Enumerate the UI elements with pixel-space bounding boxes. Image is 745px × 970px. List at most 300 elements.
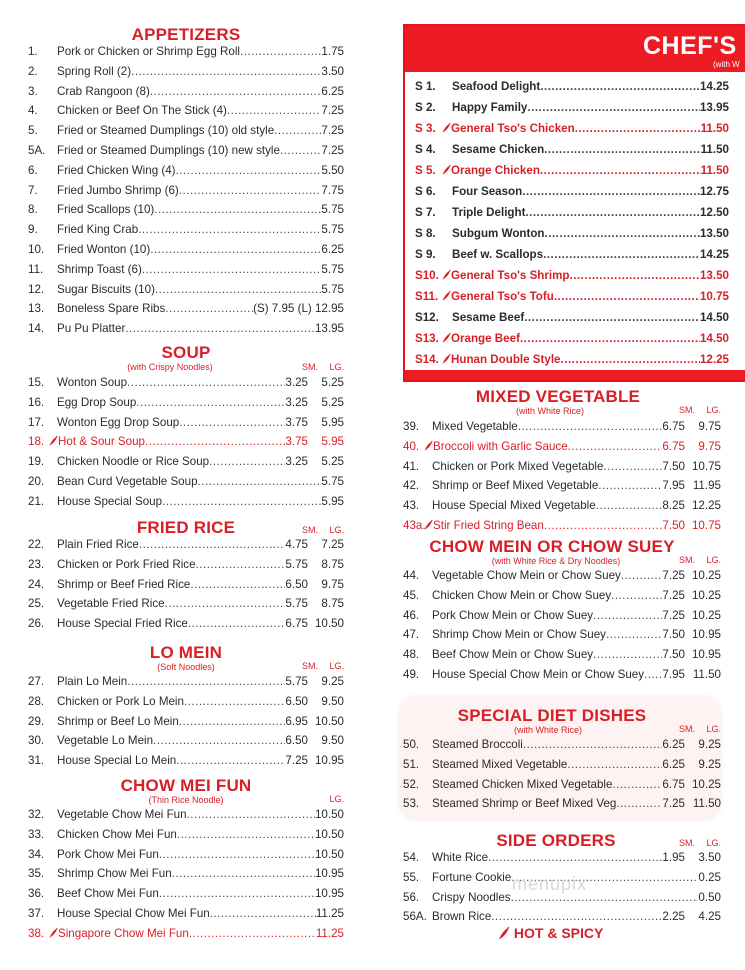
price-small: 7.25 <box>662 569 685 582</box>
item-prices <box>321 492 344 512</box>
chili-pepper-icon <box>498 926 510 940</box>
price-large: 7.25 <box>321 538 344 551</box>
item-name: Shrimp Toast (6) <box>57 262 142 276</box>
item-prices <box>285 751 344 771</box>
special-diet-subtitle: (with White Rice) <box>513 725 582 735</box>
item-prices <box>285 712 344 732</box>
item-name: Shrimp or Beef Fried Rice <box>57 577 191 591</box>
item-number: 55. <box>403 870 420 884</box>
leader-dots <box>227 101 322 121</box>
leader-dots <box>136 393 285 413</box>
item-name: Pork Chow Mei Fun <box>57 847 159 861</box>
menu-item <box>415 328 729 349</box>
item-name: General Tso's Tofu <box>442 286 554 307</box>
item-number: S 2. <box>415 101 436 114</box>
special-diet-title: SPECIAL DIET DISHES <box>457 706 647 725</box>
leader-dots <box>543 244 700 265</box>
price-small: 3.25 <box>285 455 308 469</box>
item-name: Steamed Mixed Vegetable <box>432 757 568 771</box>
leader-dots <box>570 265 700 286</box>
menu-item <box>28 825 344 845</box>
menu-item <box>403 437 721 457</box>
item-prices <box>662 625 721 645</box>
item-number: 24. <box>28 577 45 591</box>
leader-dots <box>524 307 700 328</box>
item-number: 34. <box>28 847 45 861</box>
item-name: Fried Wonton (10) <box>57 242 151 256</box>
price-large: 5.95 <box>321 415 344 429</box>
leader-dots <box>544 516 663 536</box>
price-large: 10.25 <box>691 588 721 602</box>
item-name: Steamed Chicken Mixed Vegetable <box>432 777 613 791</box>
item-price: 5.75 <box>321 282 344 296</box>
chow-mein-section <box>403 538 721 685</box>
item-price: 12.25 <box>699 353 729 366</box>
item-price: 13.95 <box>314 322 344 336</box>
menu-item <box>28 904 344 924</box>
leader-dots <box>176 161 322 181</box>
item-name: Orange Chicken <box>442 160 540 181</box>
item-name: Fried Chicken Wing (4) <box>57 163 176 177</box>
item-prices <box>662 566 721 586</box>
menu-item <box>28 101 344 121</box>
item-price: 5.75 <box>321 262 344 276</box>
item-name: Steamed Shrimp or Beef Mixed Veg <box>432 797 617 811</box>
item-number: 18. <box>28 435 45 449</box>
price-small: 7.50 <box>662 648 685 662</box>
item-prices <box>662 476 721 496</box>
item-number: S12. <box>415 311 439 324</box>
price-large: 11.50 <box>692 667 721 681</box>
item-price: 1.75 <box>321 45 344 58</box>
item-number: 19. <box>28 455 45 469</box>
item-name: Broccoli with Garlic Sauce <box>424 437 568 457</box>
price-small: 7.25 <box>662 797 685 811</box>
item-name: Chicken or Pork Mixed Vegetable <box>432 459 604 473</box>
chili-pepper-icon <box>49 435 58 446</box>
item-number: S 1. <box>415 80 436 93</box>
item-price: 7.25 <box>321 143 344 157</box>
price-large: 4.25 <box>698 910 721 924</box>
item-price: 11.50 <box>700 122 729 135</box>
item-name: Vegetable Chow Mei Fun <box>57 808 187 821</box>
mixed-vegetable-title: MIXED VEGETABLE <box>475 387 641 406</box>
item-name: House Special Chow Mein or Chow Suey <box>432 667 645 681</box>
price-small: 7.50 <box>662 628 685 642</box>
price-large: 5.95 <box>321 435 344 449</box>
item-number: 28. <box>28 694 45 708</box>
item-name: Fortune Cookie <box>432 870 512 884</box>
leader-dots <box>209 452 285 472</box>
menu-item <box>415 286 729 307</box>
price-small: 3.25 <box>285 395 308 409</box>
price-small: 2.25 <box>662 910 685 924</box>
special-diet-column-header: SM. LG. <box>678 724 721 734</box>
leader-dots <box>196 555 286 575</box>
menu-item <box>415 76 729 97</box>
item-prices <box>285 373 344 393</box>
leader-dots <box>159 845 315 865</box>
item-number: S 5. <box>415 164 436 177</box>
menu-item <box>28 82 344 102</box>
chow-mei-fun-title: CHOW MEI FUN <box>120 776 252 795</box>
leader-dots <box>210 904 316 924</box>
item-name: Hot & Sour Soup <box>49 432 145 452</box>
item-name: Vegetable Lo Mein <box>57 734 154 748</box>
item-prices <box>662 586 721 606</box>
item-number: 42. <box>403 479 420 493</box>
item-number: 32. <box>28 808 45 821</box>
item-number: 25. <box>28 597 45 611</box>
fried-rice-section <box>28 519 344 634</box>
side-orders-column-header: SM. LG. <box>678 838 721 848</box>
price-large: 9.75 <box>321 577 344 591</box>
item-price: 6.25 <box>321 242 344 256</box>
item-name: Fried Scallops (10) <box>57 203 155 217</box>
price-large: 11.50 <box>692 797 721 811</box>
price-large: 10.25 <box>691 569 721 582</box>
leader-dots <box>131 62 321 82</box>
leader-dots <box>159 884 315 904</box>
item-number: 36. <box>28 887 45 901</box>
special-diet-section <box>403 707 721 814</box>
price-small: 7.50 <box>662 459 685 473</box>
item-name: Four Season <box>452 185 523 198</box>
chefs-title: CHEF'S <box>643 32 737 60</box>
item-name: Crab Rangoon (8) <box>57 84 150 98</box>
item-number: 8. <box>28 203 38 217</box>
item-number: 48. <box>403 648 420 662</box>
item-number: 7. <box>28 183 38 197</box>
chili-pepper-icon <box>442 332 451 343</box>
item-name: Shrimp Chow Mein or Chow Suey <box>432 628 606 642</box>
price-large: 5.25 <box>321 376 344 389</box>
price-large: 8.75 <box>321 557 344 571</box>
item-number: 5. <box>28 124 38 138</box>
leader-dots <box>176 751 285 771</box>
price-large: 10.95 <box>691 648 721 662</box>
item-name: Chicken Chow Mei Fun <box>57 827 177 841</box>
price-large: 10.75 <box>691 518 721 532</box>
item-price: 5.50 <box>321 163 344 177</box>
menu-item <box>28 535 344 555</box>
price-small: 3.25 <box>285 376 308 389</box>
item-name: General Tso's Chicken <box>442 118 575 139</box>
item-price-large: 11.25 <box>315 926 344 940</box>
menu-item <box>28 42 344 62</box>
price-small: 5.75 <box>285 557 308 571</box>
item-name: Chicken or Pork Lo Mein <box>57 694 184 708</box>
item-prices <box>662 457 721 477</box>
menu-item <box>403 496 721 516</box>
item-number: 31. <box>28 754 45 768</box>
item-name: Fried or Steamed Dumplings (10) new style <box>57 143 280 157</box>
price-large: 9.75 <box>698 420 721 433</box>
leader-dots <box>540 76 700 97</box>
leader-dots <box>190 575 285 595</box>
leader-dots <box>522 181 700 202</box>
appetizers-title: APPETIZERS <box>131 25 241 44</box>
menu-item <box>28 864 344 884</box>
leader-dots <box>518 417 663 437</box>
item-name: Singapore Chow Mei Fun <box>49 924 189 944</box>
item-prices <box>285 672 344 692</box>
item-number: 37. <box>28 906 45 920</box>
menu-item <box>28 393 344 413</box>
item-name: Vegetable Chow Mein or Chow Suey <box>432 569 621 582</box>
leader-dots <box>172 864 315 884</box>
item-number: 16. <box>28 395 45 409</box>
leader-dots <box>142 260 322 280</box>
price-small: 1.95 <box>662 851 685 864</box>
item-prices <box>662 496 721 516</box>
leader-dots <box>621 566 663 586</box>
price-small: 7.25 <box>662 608 685 622</box>
item-prices <box>285 594 344 614</box>
menu-item <box>28 452 344 472</box>
menu-item <box>415 97 729 118</box>
leader-dots <box>184 692 285 712</box>
item-price: 3.50 <box>321 64 344 78</box>
item-prices <box>662 775 721 795</box>
chefs-subtitle: (with W <box>713 60 740 69</box>
price-large: 0.25 <box>698 870 721 884</box>
leader-dots <box>488 848 662 868</box>
item-name: House Special Lo Mein <box>57 754 177 768</box>
leader-dots <box>177 825 315 845</box>
price-large: 10.50 <box>314 714 344 728</box>
hot-spicy-label: HOT & SPICY <box>513 925 604 941</box>
item-number: S 6. <box>415 185 436 198</box>
item-number: S11. <box>415 290 439 303</box>
chow-mein-column-header: SM. LG. <box>678 555 721 565</box>
item-price: 12.75 <box>699 185 729 198</box>
chili-pepper-icon <box>424 440 433 451</box>
item-price: 5.75 <box>321 223 344 237</box>
menu-item <box>28 62 344 82</box>
leader-dots <box>154 200 321 220</box>
item-name: Triple Delight <box>452 206 526 219</box>
watermark: menupix <box>512 874 588 894</box>
chili-pepper-icon <box>442 164 451 175</box>
fried-rice-column-header: SM. LG. <box>301 525 344 535</box>
item-prices <box>662 437 721 457</box>
leader-dots <box>567 755 662 775</box>
price-large: 9.50 <box>321 694 344 708</box>
item-number: S 9. <box>415 248 436 261</box>
soup-column-header: SM. LG. <box>301 362 344 372</box>
menu-item <box>28 614 344 634</box>
price-small: 5.75 <box>285 597 308 611</box>
item-number: 56. <box>403 890 420 904</box>
item-number: 3. <box>28 84 38 98</box>
menu-item <box>28 161 344 181</box>
leader-dots <box>544 139 700 160</box>
item-price-large: 10.95 <box>314 867 344 881</box>
item-name: Spring Roll (2) <box>57 64 132 78</box>
item-name: Fried King Crab <box>57 223 139 237</box>
item-name: Wonton Soup <box>57 376 128 389</box>
item-number: 15. <box>28 376 45 389</box>
item-number: 56A. <box>403 910 427 924</box>
leader-dots <box>165 594 286 614</box>
menu-item <box>28 555 344 575</box>
leader-dots <box>554 286 700 307</box>
item-number: 40. <box>403 439 420 453</box>
menu-item <box>403 516 721 536</box>
chow-mei-fun-column-header: LG. <box>329 794 344 804</box>
item-prices <box>662 417 721 437</box>
price-large: 12.25 <box>691 499 721 513</box>
item-number: 26. <box>28 617 45 631</box>
item-name: Pork Chow Mein or Chow Suey <box>432 608 594 622</box>
item-number: 38. <box>28 926 45 940</box>
item-number: 6. <box>28 163 38 177</box>
side-orders-title: SIDE ORDERS <box>496 831 616 850</box>
menu-item <box>403 735 721 755</box>
item-price: 7.25 <box>321 104 344 118</box>
lo-mein-column-header: SM. LG. <box>301 661 344 671</box>
price-small: 5.75 <box>285 675 308 688</box>
item-number: 14. <box>28 322 45 336</box>
price-large: 0.50 <box>698 890 721 904</box>
item-prices <box>321 472 344 492</box>
mixed-vegetable-column-header: SM. LG. <box>678 405 721 415</box>
price-large: 8.75 <box>321 597 344 611</box>
chow-mei-fun-section <box>28 777 344 944</box>
item-name: Stir Fried String Bean <box>424 516 544 536</box>
leader-dots <box>187 805 315 825</box>
item-name: Wonton Egg Drop Soup <box>57 415 180 429</box>
item-name: Sugar Biscuits (10) <box>57 282 155 296</box>
item-price-large: 11.25 <box>315 906 344 920</box>
price-small: 6.75 <box>285 617 308 631</box>
menu-item <box>415 223 729 244</box>
item-name: House Special Chow Mei Fun <box>57 906 210 920</box>
item-prices <box>662 665 721 685</box>
item-prices <box>662 606 721 626</box>
item-name: Seafood Delight <box>452 80 541 93</box>
item-name: Subgum Wonton <box>452 227 545 240</box>
soup-section <box>28 344 344 512</box>
menu-item <box>28 731 344 751</box>
item-price: 14.50 <box>699 311 729 324</box>
menu-item <box>403 755 721 775</box>
menu-item <box>403 645 721 665</box>
item-price: 6.25 <box>321 84 344 98</box>
price-small: 4.75 <box>285 538 308 551</box>
chili-pepper-icon <box>49 927 58 938</box>
item-prices <box>662 907 721 927</box>
item-number: 1. <box>28 45 38 58</box>
leader-dots <box>540 160 701 181</box>
item-number: 33. <box>28 827 45 841</box>
item-name: Pu Pu Platter <box>57 322 126 336</box>
item-number: 47. <box>403 628 420 642</box>
item-price: 7.75 <box>321 183 344 197</box>
item-name: Fried or Steamed Dumplings (10) old style <box>57 124 275 138</box>
price-small: 7.95 <box>662 479 685 493</box>
chow-mein-title: CHOW MEIN OR CHOW SUEY <box>429 537 675 556</box>
item-number: 13. <box>28 302 45 316</box>
item-name: Vegetable Fried Rice <box>57 597 165 611</box>
price-small: 6.25 <box>662 757 685 771</box>
leader-dots <box>179 712 286 732</box>
item-prices <box>662 516 721 536</box>
leader-dots <box>561 349 700 370</box>
price-large: 5.25 <box>321 395 344 409</box>
menu-item <box>403 457 721 477</box>
item-number: S 3. <box>415 122 436 135</box>
item-name: Bean Curd Vegetable Soup <box>57 474 198 488</box>
item-name: Steamed Broccoli <box>432 738 523 751</box>
menu-item <box>28 751 344 771</box>
menu-item <box>28 220 344 240</box>
item-name: Pork or Chicken or Shrimp Egg Roll <box>57 45 240 58</box>
item-number: 23. <box>28 557 45 571</box>
item-prices <box>285 555 344 575</box>
menu-item <box>28 884 344 904</box>
item-prices <box>662 848 721 868</box>
leader-dots <box>139 535 286 555</box>
item-name: Brown Rice <box>432 910 492 924</box>
menu-item <box>403 848 721 868</box>
item-number: S 8. <box>415 227 436 240</box>
leader-dots <box>274 121 321 141</box>
item-prices <box>285 452 344 472</box>
item-number: 45. <box>403 588 420 602</box>
item-number: S14. <box>415 353 439 366</box>
chili-pepper-icon <box>424 519 433 530</box>
item-price: 14.25 <box>699 80 729 93</box>
leader-dots <box>611 586 662 606</box>
menu-item <box>415 160 729 181</box>
item-number: 54. <box>403 851 420 864</box>
lo-mein-subtitle: (Soft Noodles) <box>157 662 215 672</box>
leader-dots <box>189 924 316 944</box>
price-large: 10.95 <box>314 754 344 768</box>
price-large: 3.50 <box>698 851 721 864</box>
chefs-footer-bar <box>405 370 745 380</box>
price-small: 3.75 <box>285 435 308 449</box>
item-prices <box>285 413 344 433</box>
item-number: 43. <box>403 499 420 513</box>
item-number: 35. <box>28 867 45 881</box>
price-small: 6.95 <box>285 714 308 728</box>
fried-rice-title: FRIED RICE <box>136 518 236 537</box>
item-price-large: 10.50 <box>314 827 344 841</box>
item-prices <box>662 645 721 665</box>
item-number: 4. <box>28 104 38 118</box>
menu-item <box>28 594 344 614</box>
menu-item <box>28 472 344 492</box>
item-name: Beef Chow Mein or Chow Suey <box>432 648 594 662</box>
soup-subtitle: (with Crispy Noodles) <box>127 362 213 372</box>
item-name: White Rice <box>432 851 489 864</box>
item-price: 10.75 <box>699 290 729 303</box>
item-name: Fried Jumbo Shrimp (6) <box>57 183 179 197</box>
chili-pepper-icon <box>442 353 451 364</box>
price-large: 9.25 <box>698 738 721 751</box>
menu-item <box>415 349 729 370</box>
item-name: Hunan Double Style <box>442 349 561 370</box>
leader-dots <box>616 794 662 814</box>
item-number: 27. <box>28 675 45 688</box>
item-number: 21. <box>28 494 45 508</box>
menu-item <box>403 794 721 814</box>
item-prices <box>662 735 721 755</box>
item-number: S 7. <box>415 206 436 219</box>
